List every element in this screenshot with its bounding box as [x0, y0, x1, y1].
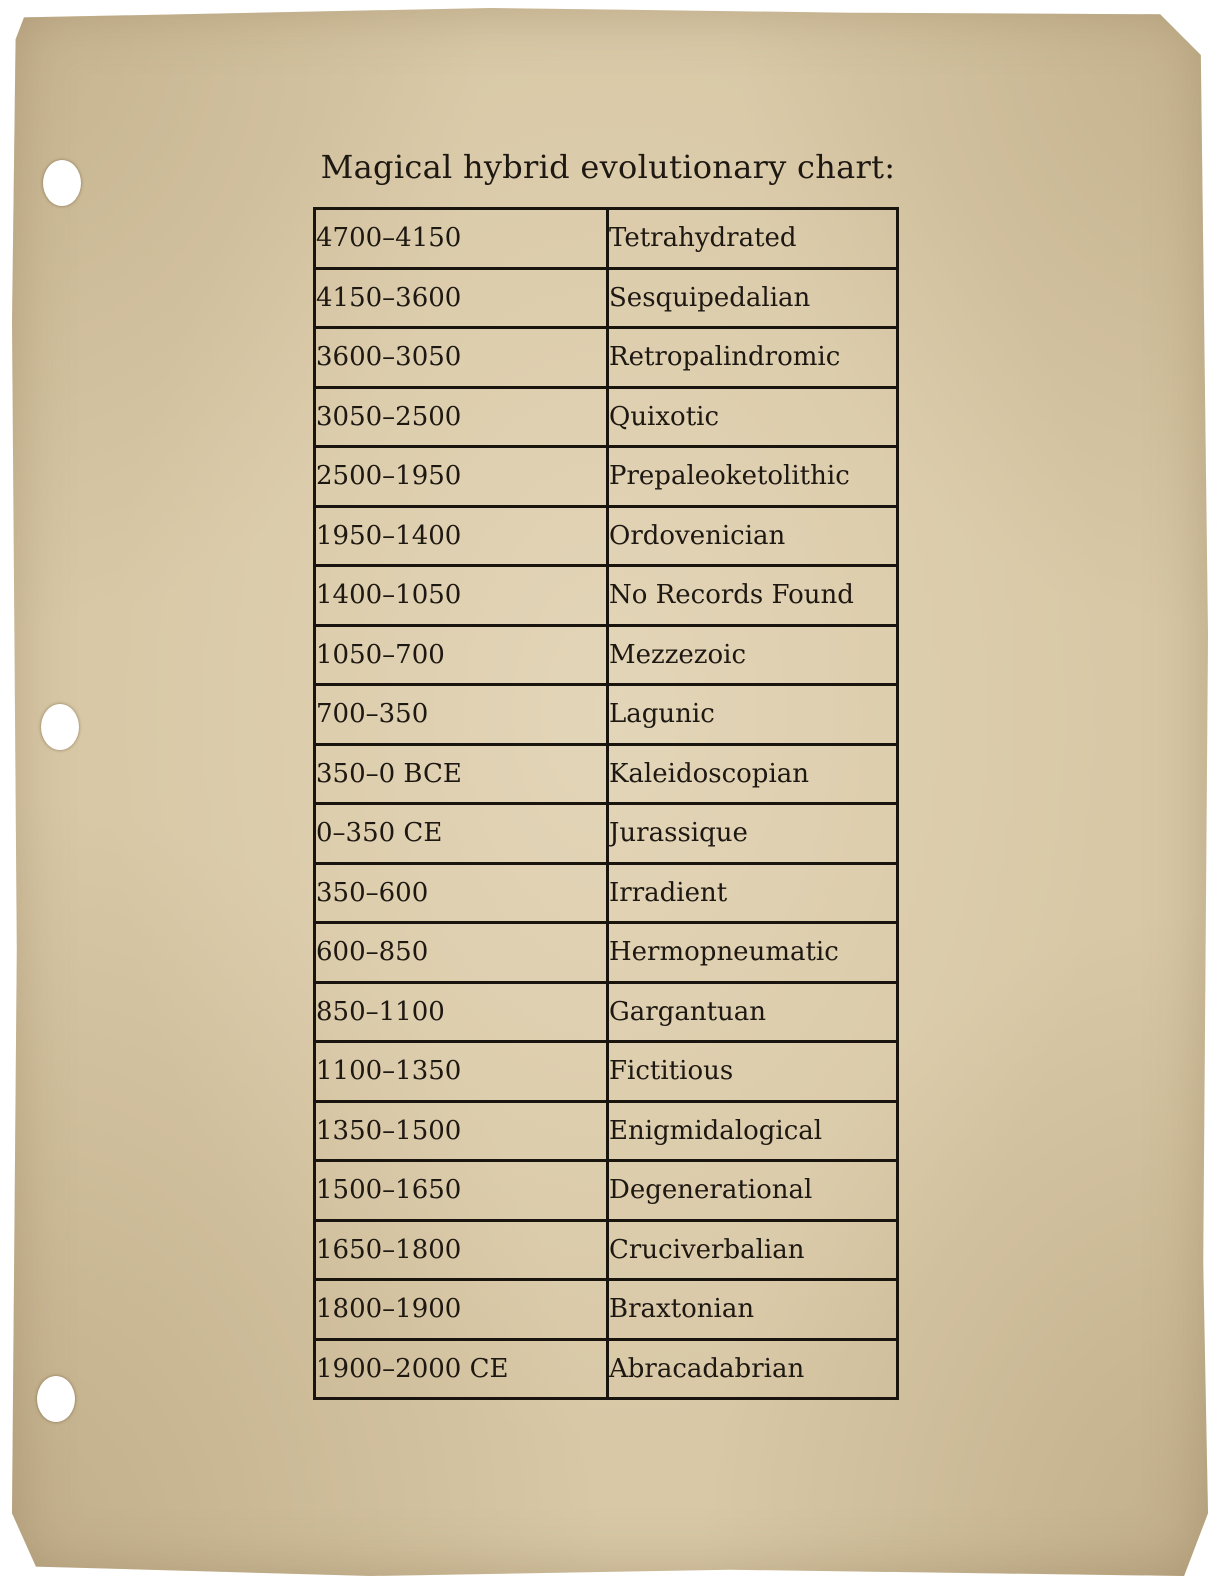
table-row — [315, 209, 898, 269]
year-range-cell: 3600–3050 — [315, 328, 608, 388]
year-range-cell: 600–850 — [315, 923, 608, 983]
era-name-cell: Hermopneumatic — [608, 923, 898, 983]
year-range-cell: 850–1100 — [315, 982, 608, 1042]
era-name-cell: Sesquipedalian — [608, 268, 898, 328]
table-row — [315, 328, 898, 388]
era-name-cell: Abracadabrian — [608, 1339, 898, 1399]
table-row — [315, 982, 898, 1042]
year-range-cell: 1500–1650 — [315, 1161, 608, 1221]
era-name-cell: Gargantuan — [608, 982, 898, 1042]
era-name-cell: Ordovenician — [608, 506, 898, 566]
table-row — [315, 1280, 898, 1340]
table-row — [315, 1042, 898, 1102]
table-row — [315, 566, 898, 626]
table-row — [315, 744, 898, 804]
era-name-cell: Kaleidoscopian — [608, 744, 898, 804]
era-name-cell: Cruciverbalian — [608, 1220, 898, 1280]
era-name-cell: Braxtonian — [608, 1280, 898, 1340]
table-row — [315, 1161, 898, 1221]
year-range-cell: 350–0 BCE — [315, 744, 608, 804]
era-name-cell: Quixotic — [608, 387, 898, 447]
year-range-cell: 1050–700 — [315, 625, 608, 685]
year-range-cell: 0–350 CE — [315, 804, 608, 864]
table-row — [315, 506, 898, 566]
year-range-cell: 4150–3600 — [315, 268, 608, 328]
table-row — [315, 268, 898, 328]
year-range-cell: 1650–1800 — [315, 1220, 608, 1280]
era-name-cell: No Records Found — [608, 566, 898, 626]
era-name-cell: Jurassique — [608, 804, 898, 864]
table-row — [315, 1101, 898, 1161]
era-name-cell: Enigmidalogical — [608, 1101, 898, 1161]
year-range-cell: 1350–1500 — [315, 1101, 608, 1161]
era-name-cell: Irradient — [608, 863, 898, 923]
era-name-cell: Degenerational — [608, 1161, 898, 1221]
year-range-cell: 350–600 — [315, 863, 608, 923]
punch-hole-bottom — [37, 1376, 75, 1422]
year-range-cell: 1900–2000 CE — [315, 1339, 608, 1399]
table-row — [315, 685, 898, 745]
year-range-cell: 1950–1400 — [315, 506, 608, 566]
era-name-cell: Mezzezoic — [608, 625, 898, 685]
year-range-cell: 700–350 — [315, 685, 608, 745]
table-row — [315, 1220, 898, 1280]
year-range-cell: 4700–4150 — [315, 209, 608, 269]
year-range-cell: 3050–2500 — [315, 387, 608, 447]
table-row — [315, 625, 898, 685]
table-row — [315, 804, 898, 864]
table-row — [315, 1339, 898, 1399]
era-name-cell: Retropalindromic — [608, 328, 898, 388]
punch-hole-middle — [41, 704, 79, 750]
era-name-cell: Fictitious — [608, 1042, 898, 1102]
year-range-cell: 1400–1050 — [315, 566, 608, 626]
table-row — [315, 387, 898, 447]
year-range-cell: 1800–1900 — [315, 1280, 608, 1340]
year-range-cell: 2500–1950 — [315, 447, 608, 507]
table-row — [315, 447, 898, 507]
table-row — [315, 923, 898, 983]
era-name-cell: Prepaleoketolithic — [608, 447, 898, 507]
era-name-cell: Tetrahydrated — [608, 209, 898, 269]
era-name-cell: Lagunic — [608, 685, 898, 745]
evolutionary-chart-table — [313, 207, 899, 1400]
table-row — [315, 863, 898, 923]
year-range-cell: 1100–1350 — [315, 1042, 608, 1102]
chart-title: Magical hybrid evolutionary chart: — [320, 148, 896, 186]
